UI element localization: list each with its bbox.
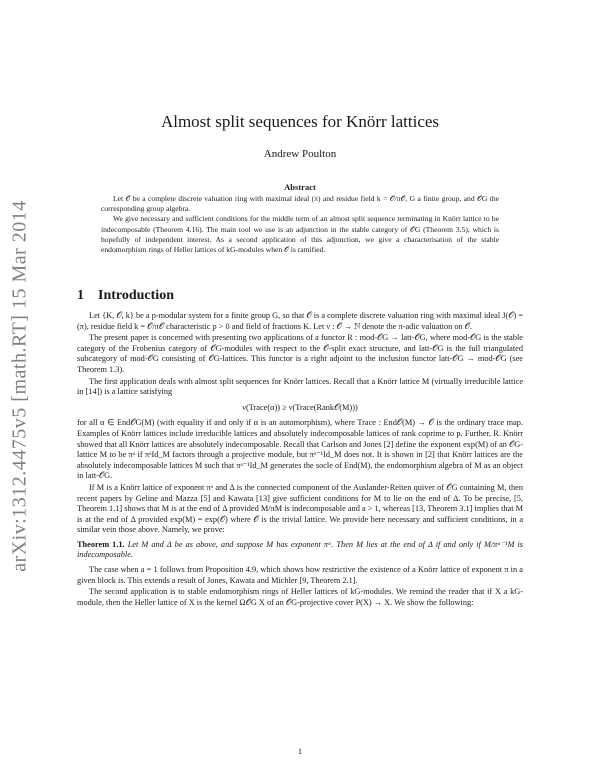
abstract bbox=[101, 194, 499, 255]
body-paragraph: The case when a = 1 follows from Proposition 4.9, which shows how restrictive the existence of a Knörr lattice of exponent π in a given block is. This extends a result of Jones, Kawata and Michler [9, Theorem 2.1]. bbox=[77, 565, 523, 585]
paper-author: Andrew Poulton bbox=[263, 148, 337, 160]
theorem-statement: Let M and Δ be as above, and suppose M has exponent πᵃ. Then M lies at the end of Δ if and only if M/πᵃ⁻¹M is indecomposable. bbox=[77, 539, 523, 560]
section-body bbox=[77, 311, 523, 609]
body-paragraph: The first application deals with almost split sequences for Knörr lattices. Recall that a Knörr lattice M (virtually irreducible lattice in [14]) is a lattice satisfying bbox=[77, 376, 523, 397]
display-equation: ν(Trace(α)) ≥ ν(Trace(Rank𝒪(M))) bbox=[242, 402, 358, 412]
theorem-label: Theorem 1.1. bbox=[77, 539, 125, 549]
section-heading bbox=[77, 288, 174, 304]
body-paragraph: If M is a Knörr lattice of exponent πᵃ and Δ is the connected component of the Auslander-Reiten quiver of 𝒪G containing M, then recent papers by Geline and Mazza [5] and Kawata [13] give sufficient conditions for M to lie on the end of Δ. To be precise, [5, Theorem 1.1] shows that M is at the end of Δ provided M/πM is indecomposable and a > 1, whereas [13, Theorem 3.1] implies that M is at the end of Δ provided exp(M) = exp(𝒪) where 𝒪 is the trivial lattice. We provide here necessary and sufficient conditions, in a similar vein those above. Namely, we prove: bbox=[77, 482, 523, 535]
arxiv-identifier: arXiv:1312.4475v5 [math.RT] 15 Mar 2014 bbox=[8, 200, 31, 572]
section-title: Introduction bbox=[98, 288, 174, 303]
section-number: 1 bbox=[77, 288, 84, 303]
body-paragraph: for all α ∈ End𝒪G(M) (with equality if and only if α is an automorphism), where Trace : End𝒪(M) → 𝒪 is the ordinary trace map. Examples of Knörr lattices include irreducible lattices and absolutely indecomposable lattices of rank coprime to p. Further, R. Knörr showed that all Knörr lattices are absolutely indecomposable. Recall that Carlson and Jones [2] define the exponent exp(M) of an 𝒪G-lattice M to be πᵃ if πᵃId_M factors through a projective module, but πᵃ⁻¹Id_M does not. It is shown in [2] that Knörr lattices are the absolutely indecomposable lattices M such that πᵃ⁻¹Id_M generates the socle of End(M), the endomorphism algebra of M as an object in latt-𝒪G. bbox=[77, 418, 523, 481]
abstract-heading: Abstract bbox=[284, 182, 316, 192]
abstract-paragraph: Let 𝒪 be a complete discrete valuation ring with maximal ideal (π) and residue field k = 𝒪/π𝒪, G a finite group, and 𝒪G the corresponding group algebra. bbox=[101, 194, 499, 214]
body-paragraph: The present paper is concerned with presenting two applications of a functor R : mod-𝒪G → latt-𝒪G, where mod-𝒪G is the stable category of the Frobenius category of 𝒪G-modules with respect to the 𝒪-split exact structure, and latt-𝒪G is the full triangulated subcategory of mod-𝒪G consisting of 𝒪G-lattices. This functor is a right adjoint to the inclusion functor latt-𝒪G → mod-𝒪G (see Theorem 1.3). bbox=[77, 333, 523, 374]
theorem-block bbox=[77, 540, 523, 561]
page-number: 1 bbox=[297, 746, 303, 756]
abstract-paragraph: We give necessary and sufficient conditions for the middle term of an almost split sequence terminating in Knörr lattice to be indecomposable (Theorem 4.16). The main tool we use is an adjunction in the stable category of 𝒪G (Theorem 3.5), which is hopefully of independent interest. As a second application of this adjunction, we give a characterisation of the stable endomorphism rings of Heller lattices of kG-modules when 𝒪 is ramified. bbox=[101, 214, 499, 255]
arxiv-stamp bbox=[0, 0, 40, 776]
paper-title: Almost split sequences for Knörr lattices bbox=[160, 112, 440, 131]
body-paragraph: The second application is to stable endomorphism rings of Heller lattices of kG-modules. We remind the reader that if X a kG-module, then the Heller lattice of X is the kernel Ω𝒪G X of an 𝒪G-projective cover P(X) → X. We show the following: bbox=[77, 587, 523, 607]
body-paragraph: Let {K, 𝒪, k} be a p-modular system for a finite group G, so that 𝒪 is a complete discrete valuation ring with maximal ideal J(𝒪) = (π), residue field k = 𝒪/π𝒪 characteristic p > 0 and field of fractions K. Let ν : 𝒪 → ℕ denote the π-adic valuation on 𝒪. bbox=[77, 311, 523, 331]
